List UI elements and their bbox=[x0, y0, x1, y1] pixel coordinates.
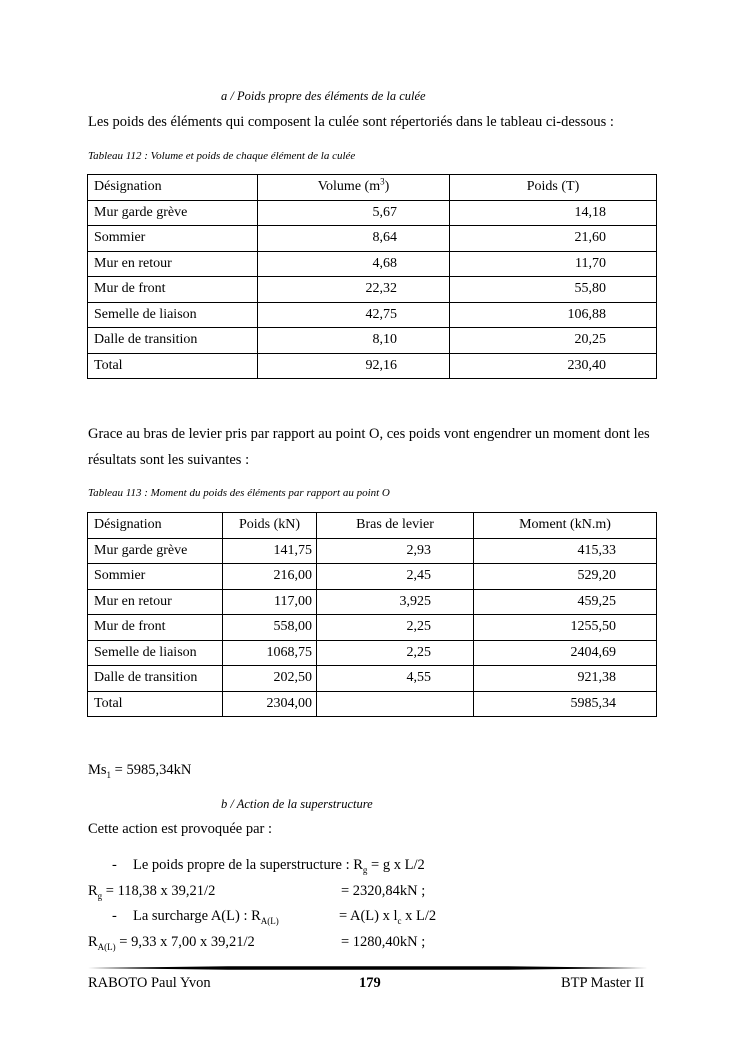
footer-author: RABOTO Paul Yvon bbox=[88, 975, 211, 991]
table-cell: Sommier bbox=[88, 564, 223, 590]
bullet-own-weight: Le poids propre de la superstructure : $R_g = g$ x L/2 bbox=[133, 857, 425, 875]
table-total-row bbox=[88, 691, 657, 717]
section-b-heading: b / Action de la superstructure bbox=[221, 797, 373, 811]
table-cell: 921,38 bbox=[474, 666, 657, 692]
table-cell: 3,925 bbox=[317, 589, 474, 615]
equation-ral: $R_{A(L)} = 9,33$ x 7,00 x 39,21/2 bbox=[88, 934, 255, 952]
table-cell: 2404,69 bbox=[474, 640, 657, 666]
table-cell: 11,70 bbox=[450, 251, 657, 277]
table-cell: 5,67 bbox=[258, 200, 450, 226]
footer-program: BTP Master II bbox=[561, 975, 645, 991]
table-cell: 202,50 bbox=[223, 666, 317, 692]
header-cell: Bras de levier bbox=[317, 513, 474, 539]
table-cell: 22,32 bbox=[258, 277, 450, 303]
page-number: 179 bbox=[359, 975, 381, 991]
moment-paragraph: Grace au bras de levier pris par rapport au point O, ces poids vont engendrer un moment dont les résultats sont les suivantes : bbox=[88, 426, 650, 468]
table112 bbox=[87, 174, 657, 379]
footer-rule bbox=[88, 966, 648, 970]
header-cell: Moment (kN.m) bbox=[474, 513, 657, 539]
table-row bbox=[88, 328, 657, 354]
table-header-row bbox=[88, 513, 657, 539]
table112-caption: Tableau 112 : Volume et poids de chaque élément de la culée bbox=[88, 150, 356, 162]
table-row bbox=[88, 538, 657, 564]
table-cell: 1255,50 bbox=[474, 615, 657, 641]
table-cell: 4,55 bbox=[317, 666, 474, 692]
table-cell: 55,80 bbox=[450, 277, 657, 303]
bullet-dash: - bbox=[112, 908, 117, 924]
table-cell: Mur de front bbox=[88, 615, 223, 641]
table-cell: Dalle de transition bbox=[88, 666, 223, 692]
table-cell: 92,16 bbox=[258, 353, 450, 379]
equation-ral-result: = 1280,40kN ; bbox=[341, 934, 426, 950]
table-cell: 42,75 bbox=[258, 302, 450, 328]
table-row bbox=[88, 640, 657, 666]
table-cell: 216,00 bbox=[223, 564, 317, 590]
table-cell: Mur en retour bbox=[88, 251, 258, 277]
table-row bbox=[88, 589, 657, 615]
table-cell: 8,10 bbox=[258, 328, 450, 354]
table-cell: 2,25 bbox=[317, 615, 474, 641]
table-cell: 106,88 bbox=[450, 302, 657, 328]
table-cell: Mur garde grève bbox=[88, 200, 258, 226]
table-cell: 141,75 bbox=[223, 538, 317, 564]
bullet-dash: - bbox=[112, 857, 117, 873]
table113 bbox=[87, 512, 657, 717]
intro-paragraph: Les poids des éléments qui composent la culée sont répertoriés dans le tableau ci-dessous : bbox=[88, 114, 614, 130]
table-cell: 415,33 bbox=[474, 538, 657, 564]
equation-rg-result: = 2320,84kN ; bbox=[341, 883, 426, 899]
table-cell: 1068,75 bbox=[223, 640, 317, 666]
header-cell: Désignation bbox=[88, 513, 223, 539]
table-cell: 8,64 bbox=[258, 226, 450, 252]
ms1-result: $Ms_1 = 5985,34kN$ bbox=[88, 762, 192, 780]
table-cell bbox=[317, 691, 474, 717]
table-cell: 529,20 bbox=[474, 564, 657, 590]
table-cell: Total bbox=[88, 691, 223, 717]
table-cell: Total bbox=[88, 353, 258, 379]
header-cell: Poids (T) bbox=[450, 175, 657, 201]
table-cell: Mur de front bbox=[88, 277, 258, 303]
table-cell: 20,25 bbox=[450, 328, 657, 354]
bullet-surcharge: La surcharge A(L) : $R_{A(L)}$ bbox=[133, 908, 279, 926]
table-cell: 2,45 bbox=[317, 564, 474, 590]
header-cell: Poids (kN) bbox=[223, 513, 317, 539]
table-cell: Sommier bbox=[88, 226, 258, 252]
table-cell: Semelle de liaison bbox=[88, 640, 223, 666]
table-total-row bbox=[88, 353, 657, 379]
table-row bbox=[88, 226, 657, 252]
table-row bbox=[88, 564, 657, 590]
table-row bbox=[88, 615, 657, 641]
action-intro: Cette action est provoquée par : bbox=[88, 821, 273, 837]
header-cell: Désignation bbox=[88, 175, 258, 201]
table113-caption: Tableau 113 : Moment du poids des éléments par rapport au point O bbox=[88, 487, 390, 499]
table-cell: 2,25 bbox=[317, 640, 474, 666]
table-cell: Mur en retour bbox=[88, 589, 223, 615]
table-cell: 117,00 bbox=[223, 589, 317, 615]
table-cell: Semelle de liaison bbox=[88, 302, 258, 328]
table-row bbox=[88, 302, 657, 328]
table-row bbox=[88, 277, 657, 303]
table-cell: 14,18 bbox=[450, 200, 657, 226]
section-a-heading: a / Poids propre des éléments de la culée bbox=[221, 89, 426, 103]
table-row bbox=[88, 666, 657, 692]
table-cell: 230,40 bbox=[450, 353, 657, 379]
bullet-surcharge-formula: = A(L) x $l_c$ x L/2 bbox=[339, 908, 437, 926]
table-cell: Dalle de transition bbox=[88, 328, 258, 354]
equation-rg: $R_g = 118,38$ x 39,21/2 bbox=[88, 883, 216, 901]
table-row bbox=[88, 200, 657, 226]
table-cell: 21,60 bbox=[450, 226, 657, 252]
table-cell: 5985,34 bbox=[474, 691, 657, 717]
header-cell: Volume $(m^3)$ bbox=[258, 175, 450, 201]
table-cell: 558,00 bbox=[223, 615, 317, 641]
table-cell: 2,93 bbox=[317, 538, 474, 564]
table-row bbox=[88, 251, 657, 277]
table-cell: 459,25 bbox=[474, 589, 657, 615]
table-cell: Mur garde grève bbox=[88, 538, 223, 564]
table-header-row bbox=[88, 175, 657, 201]
table-cell: 4,68 bbox=[258, 251, 450, 277]
table-cell: 2304,00 bbox=[223, 691, 317, 717]
